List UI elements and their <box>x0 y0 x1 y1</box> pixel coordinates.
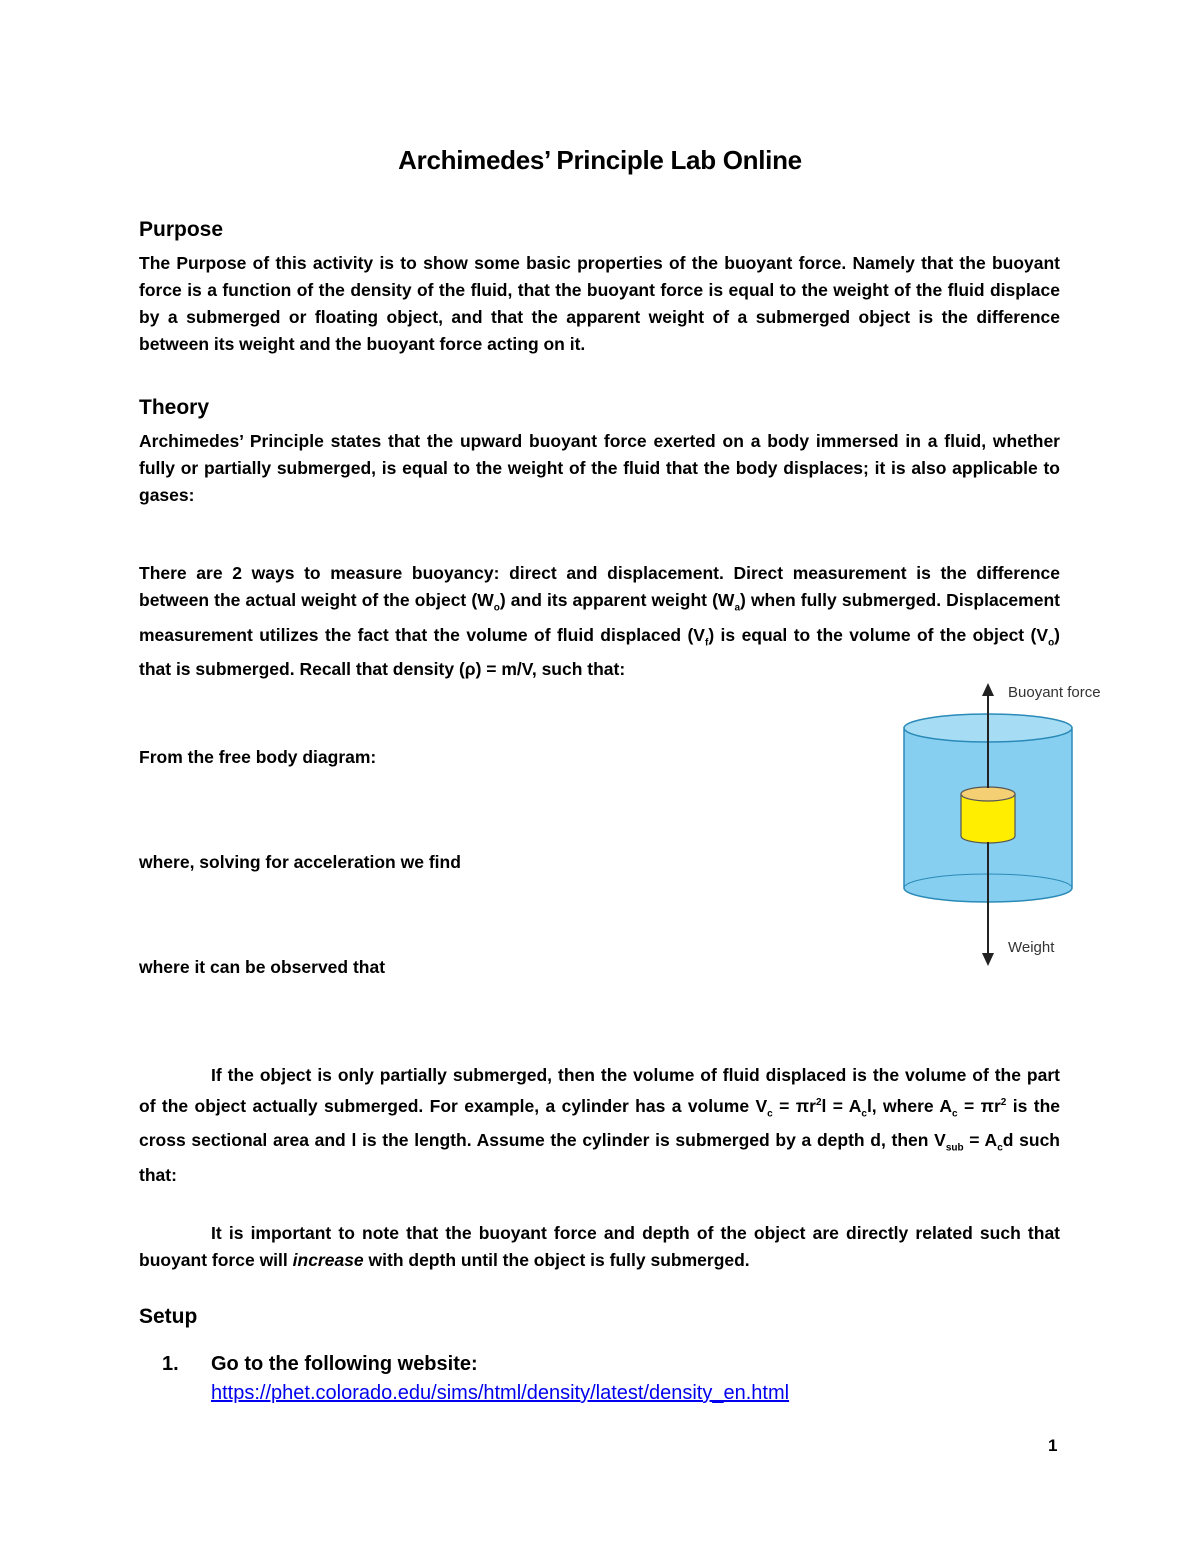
submerged-cylinder-top <box>961 787 1015 801</box>
list-number: 1. <box>162 1353 179 1375</box>
theory-intro-paragraph: Archimedes’ Principle states that the upward buoyant force exerted on a body immersed in a fluid, whether fully or partially submerged, is equal to the weight of the fluid that the body displaces; it is also applicable to gases: <box>139 431 1060 505</box>
page-number: 1 <box>1048 1436 1058 1455</box>
list-item-text: Go to the following website: <box>211 1353 478 1375</box>
phet-density-link[interactable]: https://phet.colorado.edu/sims/html/density/latest/density_en.html <box>211 1382 790 1404</box>
weight-label: Weight <box>1008 939 1055 956</box>
purpose-heading: Purpose <box>139 218 224 241</box>
purpose-paragraph: The Purpose of this activity is to show some basic properties of the buoyant force. Namely that the buoyant force is a function of the density of the fluid, that the buoyant force is equal to the weight of the fluid displace by a submerged or floating object, and that the apparent weight of a submerged object is the difference between its weight and the buoyant force acting on it. <box>139 253 1060 354</box>
buoyant-force-arrowhead <box>982 683 994 696</box>
solving-text: where, solving for acceleration we find <box>139 852 461 872</box>
observed-text: where it can be observed that <box>139 957 386 977</box>
weight-arrowhead <box>982 953 994 966</box>
measurement-paragraph: There are 2 ways to measure buoyancy: direct and displacement. Direct measurement is the difference between the actual weight of the object $(W_o)$ and its apparent weight $(W_a)$ when fully submerged. Displacement measurement utilizes the fact that the volume of fluid displaced $(V_f)$ is equal to the volume of the object $(V_o)$ that is submerged. Recall that density (ρ) = m/V, such that: <box>139 563 1060 679</box>
important-note-paragraph: It is important to note that the buoyant force and depth of the object are directly related such that buoyant force will increase with depth until the object is fully submerged. <box>139 1223 1060 1270</box>
free-body-text: From the free body diagram: <box>139 747 377 767</box>
partial-submersion-paragraph: If the object is only partially submerged, then the volume of fluid displaced is the volume of the part of the object actually submerged. For example, a cylinder has a volume $V_c = \pi r^2l = A_cl$, where $A_c = \pi r^2$ is the cross sectional area and l is the length. Assume the cylinder is submerged by a depth d, then $V_{sub} = A_cd$ such that: <box>139 1065 1060 1185</box>
setup-list-item <box>162 1353 478 1376</box>
buoyancy-diagram <box>880 676 1130 971</box>
setup-heading: Setup <box>139 1305 198 1328</box>
theory-heading: Theory <box>139 396 210 419</box>
buoyancy-diagram-svg <box>880 676 1130 971</box>
page-title: Archimedes’ Principle Lab Online <box>398 145 802 175</box>
buoyant-force-label: Buoyant force <box>1008 684 1101 701</box>
